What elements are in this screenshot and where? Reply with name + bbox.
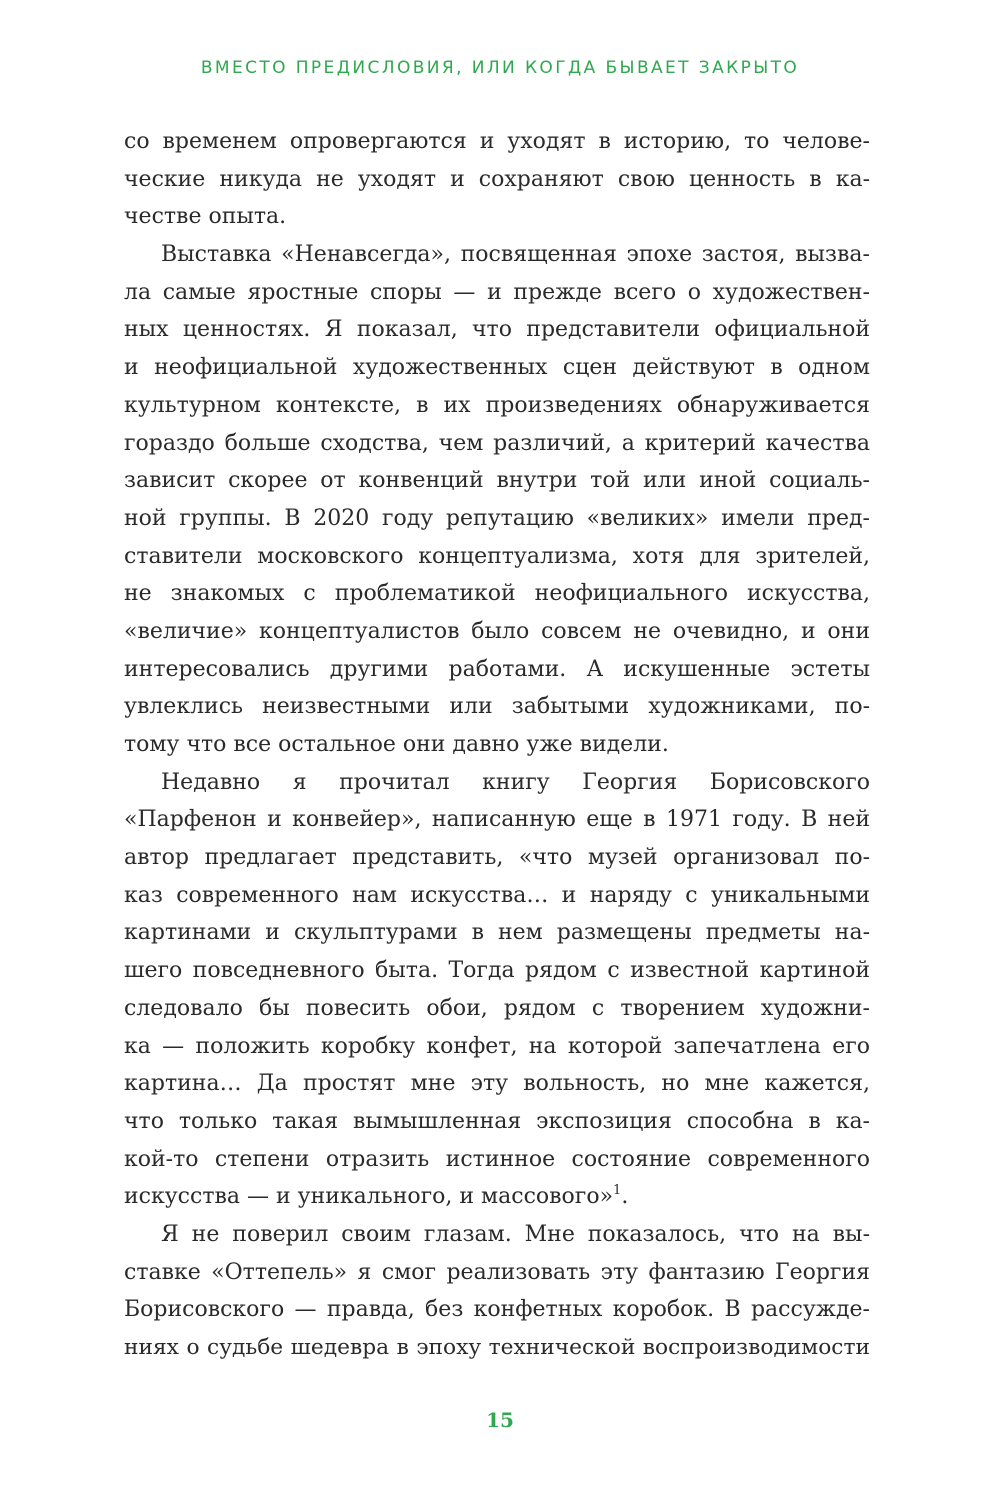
text-line: ка — положить коробку конфет, на которой запечатлена его [124,1033,870,1059]
text-line: культурном контексте, в их произведениях обнаруживается [124,392,870,418]
text-line: Борисовского — правда, без конфетных коробок. В рассужде- [124,1297,870,1323]
text-line: автор предлагает представить, «что музей организовал по- [124,845,870,871]
text-line: и неофициальной художественных сцен действуют в одном [124,355,870,381]
running-header: ВМЕСТО ПРЕДИСЛОВИЯ, ИЛИ КОГДА БЫВАЕТ ЗАКРЫТО [200,58,800,78]
text-span: искусства — и уникального, и массового» [124,1184,614,1210]
text-line: ставители московского концептуализма, хотя для зрителей, [124,543,870,569]
text-line: со временем опровергаются и уходят в историю, то челове- [124,129,870,154]
text-line: что только такая вымышленная экспозиция способна в ка- [124,1108,870,1134]
text-line: интересовались другими работами. А искушенные эстеты [124,656,870,682]
text-line: ных ценностях. Я показал, что представители официальной [124,317,870,343]
paragraph-3 [124,764,870,1216]
text-line: картина… Да простят мне эту вольность, но мне кажется, [124,1071,870,1097]
text-line: Я не поверил своим глазам. Мне показалось, что на вы- [161,1221,870,1247]
text-line: «величие» концептуалистов было совсем не очевидно, и они [124,618,870,644]
text-line: ниях о судьбе шедевра в эпоху технической воспроизводимости [124,1335,870,1360]
text-line: гораздо больше сходства, чем различий, а критерий качества [124,430,870,456]
text-line: не знакомых с проблематикой неофициального искусства, [124,581,870,607]
text-line: зависит скорее от конвенций внутри той или иной социаль- [124,468,870,494]
text-line: ческие никуда не уходят и сохраняют свою ценность в ка- [124,166,870,192]
text-line [124,1178,870,1216]
text-line: ной группы. В 2020 году репутацию «великих» имели пред- [124,505,870,531]
page-number: 15 [486,1408,514,1432]
text-line: тому что все остальное они давно уже видели. [124,732,669,757]
text-line: шего повседневного быта. Тогда рядом с известной картиной [124,958,870,984]
text-line: увлеклись неизвестными или забытыми художниками, по- [124,694,870,720]
text-span: . [621,1184,629,1210]
text-line: кой-то степени отразить истинное состояние современного [124,1146,870,1172]
body-text [124,123,870,1367]
text-line: каз современного нам искусства… и наряду с уникальными [124,882,870,908]
text-line: ставке «Оттепель» я смог реализовать эту фантазию Георгия [124,1259,870,1285]
paragraph-1 [124,123,870,236]
text-line: «Парфенон и конвейер», написанную еще в 1971 году. В ней [124,807,870,833]
paragraph-4 [124,1216,870,1367]
text-line: следовало бы повесить обои, рядом с творением художни- [124,995,870,1021]
text-line: Выставка «Ненавсегда», посвященная эпохе застоя, вызва- [161,242,870,268]
text-line: ла самые яростные споры — и прежде всего о художествен- [124,279,870,305]
paragraph-2 [124,236,870,764]
text-line: картинами и скульптурами в нем размещены предметы на- [124,920,870,946]
footnote-marker[interactable]: 1 [613,1183,622,1199]
text-line: Недавно я прочитал книгу Георгия Борисовского [161,769,870,795]
text-line: честве опыта. [124,204,287,230]
